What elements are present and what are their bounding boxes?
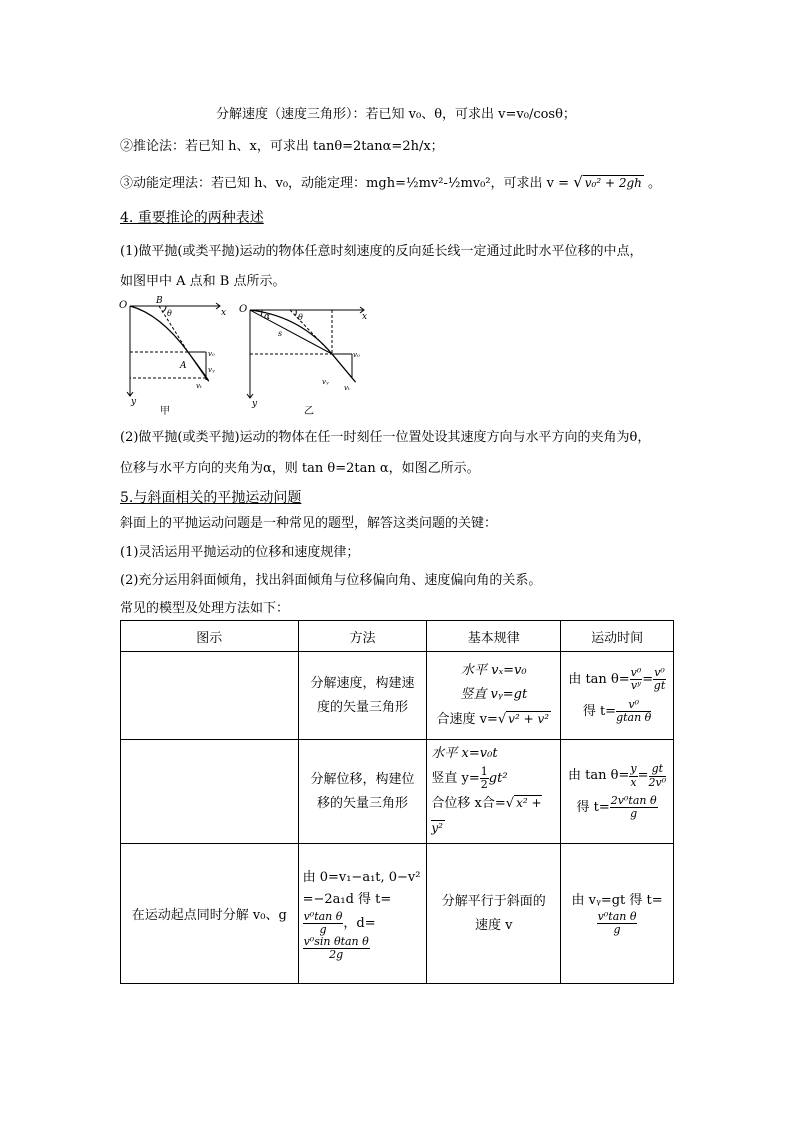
- row1-time-line2: 得 t= $\frac{\text{v⁰}}{\text{gtan θ}}$: [582, 697, 652, 724]
- row1-method-line2: 度的矢量三角形: [316, 699, 408, 715]
- yi-O: O: [239, 304, 248, 315]
- row3-method: [427, 844, 561, 984]
- yi-s: s: [278, 329, 283, 338]
- para-4: (1)灵活运用平抛运动的位移和速度规律；: [120, 545, 360, 560]
- para-1b: 如图甲中 A 点和 B 点所示。: [120, 274, 286, 289]
- row2-method-line2: 移的矢量三角形: [316, 795, 408, 811]
- jia-v0: v₀: [208, 350, 215, 358]
- figure-jia: [118, 294, 230, 418]
- model-table: [120, 620, 674, 984]
- energy-sqrt: v₀² + 2gh: [584, 176, 642, 190]
- header-time: 运动时间: [561, 621, 674, 652]
- yi-theta: θ: [298, 313, 303, 322]
- row3-method-line1: 分解平行于斜面的: [441, 893, 546, 909]
- jia-A: A: [180, 361, 187, 371]
- row2-law-vertical: 竖直 y= $\frac{1}{2}$ gt²: [431, 765, 508, 792]
- row2-time-line2: 得 t= $\frac{\text{2v⁰tan θ}}{g}$: [576, 793, 657, 820]
- jia-caption: 甲: [160, 406, 170, 417]
- para-3: 斜面上的平抛运动问题是一种常见的题型，解答这类问题的关键：: [120, 516, 498, 531]
- yi-vy: vᵧ: [322, 378, 329, 386]
- row2-method-line1: 分解位移，构建位: [310, 771, 415, 787]
- row3-law-line1: 由 0=v₁−a₁t, 0−v²: [302, 869, 421, 885]
- row1-law-vertical: 竖直 vᵧ=gt: [460, 687, 528, 702]
- yi-vt: vₜ: [344, 384, 350, 392]
- para-5: (2)充分运用斜面倾角，找出斜面倾角与位移偏向角、速度偏向角的关系。: [120, 573, 542, 588]
- row3-law: [298, 844, 427, 984]
- jia-theta: θ: [167, 309, 172, 318]
- row1-method-line1: 分解速度，构建速: [310, 675, 415, 691]
- row3-law-line4: $\frac{\text{v⁰sin θtan θ}}{2g}$: [303, 934, 369, 961]
- para-1a: (1)做平抛(或类平抛)运动的物体任意时刻速度的反向延长线一定通过此时水平位移的中点，: [120, 244, 643, 259]
- table-row: [121, 652, 674, 740]
- row1-law: [427, 652, 561, 740]
- yi-caption: 乙: [304, 406, 314, 417]
- row1-law-resultant: 合速度 v=√ v² + v²: [436, 712, 550, 727]
- row3-time-line1: 由 vᵧ=gt 得 t=: [571, 893, 663, 909]
- row3-method-line2: 速度 v: [475, 917, 513, 933]
- line-inference-method: ②推论法：若已知 h、x，可求出 tanθ=2tanα=2h/x；: [120, 139, 444, 154]
- row3-diagram: 在运动起点同时分解 v₀、g: [121, 844, 299, 984]
- table-header-row: [121, 621, 674, 652]
- row2-law-resultant: 合位移 x合=√ x² + y²: [431, 796, 542, 836]
- row3-law-line3: $\frac{\text{v⁰tan θ}}{g}$ ，d=: [303, 909, 376, 936]
- jia-B: B: [156, 296, 163, 306]
- line-energy-theorem: ③动能定理法：若已知 h、v₀，动能定理：mgh=½mv²-½mv₀²，可求出 v = √ v₀² + 2gh 。: [120, 173, 662, 191]
- energy-end: 。: [648, 176, 662, 191]
- row2-law-horizontal: 水平 x=v₀t: [431, 746, 498, 761]
- row1-method: [298, 652, 427, 740]
- yi-v0: v₀: [353, 351, 360, 359]
- line-velocity-decompose: 分解速度（速度三角形）：若已知 v₀、θ，可求出 v=v₀/cosθ；: [216, 107, 576, 122]
- row3-law-line2: =−2a₁d 得 t=: [302, 891, 392, 907]
- row2-method: [298, 740, 427, 844]
- para-6: 常见的模型及处理方法如下：: [120, 601, 290, 616]
- row1-law-horizontal: 水平 vₓ=v₀: [461, 663, 527, 678]
- header-method: 方法: [298, 621, 427, 652]
- yi-alpha: α: [264, 312, 271, 322]
- table-row: [121, 740, 674, 844]
- jia-O: O: [119, 300, 128, 311]
- yi-y: y: [252, 399, 258, 409]
- table-row: [121, 844, 674, 984]
- row2-diagram: [121, 740, 299, 844]
- para-2b: 位移与水平方向的夹角为α，则 tan θ=2tan α，如图乙所示。: [120, 461, 480, 476]
- energy-text: ③动能定理法：若已知 h、v₀，动能定理：mgh=½mv²-½mv₀²，可求出 v =: [120, 176, 570, 191]
- para-2a: (2)做平抛(或类平抛)运动的物体在任一时刻任一位置处设其速度方向与水平方向的夹角为θ，: [120, 430, 651, 445]
- header-law: 基本规律: [427, 621, 561, 652]
- row2-law: [427, 740, 561, 844]
- jia-vy: vᵧ: [208, 366, 215, 374]
- row2-time-line1: 由 tan θ= $\frac{y}{x}$ = $\frac{gt}{\text{2v⁰}}$: [568, 762, 667, 789]
- figure-yi: [240, 294, 372, 418]
- row1-time-line1: 由 tan θ= $\frac{\text{v⁰}}{\text{vʸ}}$ = $\frac{\text{v⁰}}{gt}$: [568, 666, 666, 693]
- jia-y: y: [131, 397, 137, 407]
- row3-time: [561, 844, 674, 984]
- jia-x: x: [221, 308, 227, 318]
- heading-section-5: 5.与斜面相关的平抛运动问题: [120, 490, 302, 506]
- jia-vt: vₜ: [196, 382, 202, 390]
- heading-section-4: 4. 重要推论的两种表述: [120, 210, 264, 226]
- header-diagram: 图示: [121, 621, 299, 652]
- row2-time: [561, 740, 674, 844]
- yi-x: x: [362, 312, 368, 322]
- row1-time: [561, 652, 674, 740]
- row3-time-line2: $\frac{\text{v⁰tan θ}}{g}$: [597, 910, 637, 937]
- row1-diagram: [121, 652, 299, 740]
